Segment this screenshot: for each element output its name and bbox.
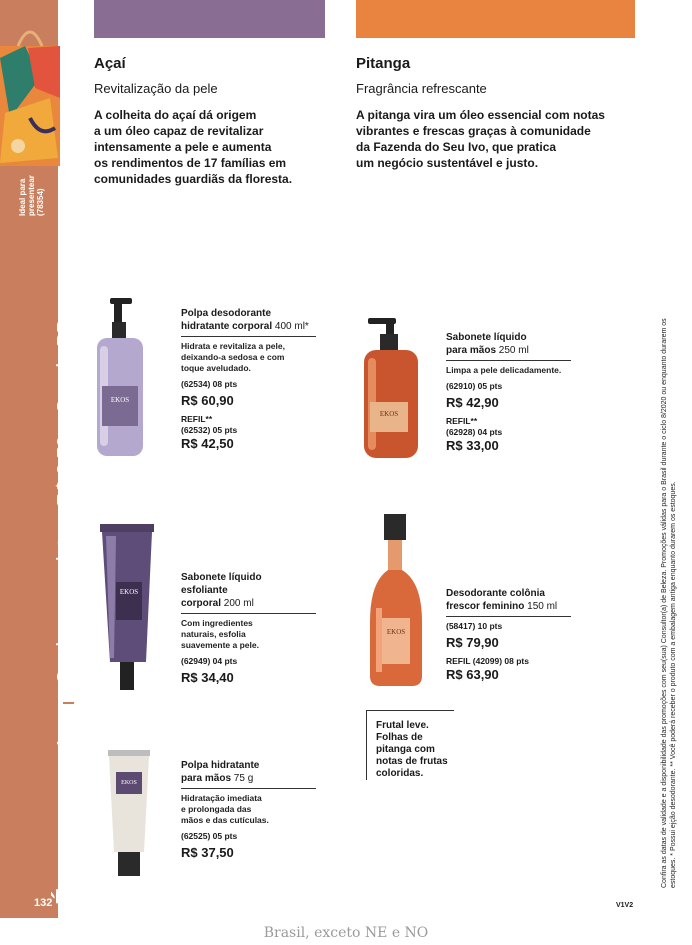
- callout-line: [366, 710, 454, 711]
- gift-bag-image: [0, 18, 60, 168]
- acai-color-bar: [94, 0, 325, 38]
- legal-disclaimer: Confira as datas de validade e a disponibilidade das promoções com seu(sua) Consultor(a) de Beleza. Promoções válidas para o Brasil durante o ciclo 8/2020 ou enquanto durarem os estoques. * Possui ejção desodorante. ** Você poderá receber o produto com a embalagem antiga enquanto durarem os estoques.: [661, 318, 677, 888]
- callout-line-text: Frutal leve.: [376, 720, 429, 731]
- description-line: toque aveludado.: [181, 363, 251, 373]
- pitanga-description: [356, 107, 605, 171]
- divider: [181, 788, 316, 789]
- divider: [446, 616, 571, 617]
- description-line: e prolongada das: [181, 804, 252, 814]
- product-description: [181, 618, 316, 651]
- refil-code: (62928) 04 pts: [446, 427, 503, 437]
- product-name-line: corporal: [181, 598, 222, 609]
- pitanga-description-line: um negócio sustentável e justo.: [356, 156, 539, 170]
- pitanga-title: Pitanga: [356, 55, 411, 72]
- pitanga-hand-soap-image: [356, 316, 428, 462]
- description-line: deixando-a sedosa e com: [181, 352, 285, 362]
- product-code: (62949) 04 pts: [181, 656, 238, 666]
- product-name-line: esfoliante: [181, 585, 228, 596]
- acai-description-line: A colheita do açaí dá origem: [94, 108, 257, 122]
- product-price: R$ 37,50: [181, 845, 234, 860]
- acai-description-line: intensamente a pele e aumenta: [94, 140, 272, 154]
- product-size: 200 ml: [221, 598, 254, 609]
- product-pitanga-hand-soap: [446, 331, 571, 453]
- product-size: 250 ml: [496, 345, 529, 356]
- refil-price: R$ 42,50: [181, 436, 234, 451]
- page-number: 132: [34, 897, 53, 909]
- svg-text:EKOS: EKOS: [121, 780, 137, 786]
- product-name-line: Sabonete líquido: [446, 332, 527, 343]
- product-size: 150 ml: [524, 601, 558, 612]
- promo-headline: É pra presente: [50, 724, 80, 905]
- product-price: R$ 60,90: [181, 393, 234, 408]
- product-name-line: para mãos: [181, 773, 232, 784]
- pitanga-description-line: da Fazenda do Seu Ivo, que pratica: [356, 140, 557, 154]
- product-pitanga-cologne: [446, 587, 571, 682]
- description-line: Hidratação imediata: [181, 793, 262, 803]
- product-name-line: para mãos: [446, 345, 497, 356]
- refil-price: R$ 33,00: [446, 438, 499, 453]
- product-name-line: Polpa desodorante: [181, 308, 272, 319]
- acai-description: [94, 107, 292, 187]
- description-line: mãos e das cutículas.: [181, 815, 269, 825]
- divider: [446, 360, 571, 361]
- product-code: (62525) 05 pts: [181, 831, 238, 841]
- product-name-line: frescor feminino: [446, 601, 525, 612]
- acai-description-line: comunidades guardiãs da floresta.: [94, 172, 293, 186]
- acai-body-lotion-image: [88, 294, 160, 464]
- svg-text:EKOS: EKOS: [110, 396, 130, 404]
- product-name-line: Polpa hidratante: [181, 760, 260, 771]
- refil-label: REFIL**: [181, 414, 213, 424]
- product-name-line: Desodorante colônia: [446, 588, 545, 599]
- callout-line-text: notas de frutas: [376, 756, 448, 767]
- svg-text:EKOS: EKOS: [386, 628, 406, 636]
- acai-description-line: a um óleo capaz de revitalizar: [94, 124, 264, 138]
- callout-text: [376, 720, 456, 780]
- pitanga-description-line: vibrantes e frescas graças à comunidade: [356, 124, 591, 138]
- callout-line-text: pitanga com: [376, 744, 435, 755]
- refil-price: R$ 63,90: [446, 667, 499, 682]
- promo-offer-price: R$ 2,50: [54, 435, 76, 506]
- gift-code-label: Ideal para presentear (78354): [18, 175, 45, 216]
- product-description: [181, 341, 316, 374]
- gift-promo-banner: [50, 320, 81, 905]
- svg-text:EKOS: EKOS: [379, 410, 399, 418]
- product-price: R$ 34,40: [181, 670, 234, 685]
- description-line: Com ingredientes: [181, 618, 253, 628]
- description-line: naturais, esfolia: [181, 629, 246, 639]
- refil-label: REFIL**: [446, 416, 478, 426]
- product-size: 75 g: [231, 773, 254, 784]
- product-acai-exfoliating-soap: [181, 571, 316, 685]
- acai-hand-cream-image: [104, 748, 154, 880]
- product-size: 400 ml*: [272, 321, 309, 332]
- product-code: (62910) 05 pts: [446, 381, 503, 391]
- callout-line-text: coloridas.: [376, 768, 424, 779]
- acai-exfoliating-soap-image: [96, 522, 160, 692]
- product-name-line: Sabonete líquido: [181, 572, 262, 583]
- product-acai-body-lotion: [181, 307, 316, 451]
- version-code: V1V2: [616, 902, 634, 909]
- pitanga-color-bar: [356, 0, 635, 38]
- acai-subtitle: Revitalização da pele: [94, 81, 218, 96]
- refil-code: REFIL (42099) 08 pts: [446, 656, 529, 666]
- product-code: (58417) 10 pts: [446, 621, 503, 631]
- refil-code: (62532) 05 pts: [181, 425, 238, 435]
- gift-icon: [57, 694, 75, 712]
- product-acai-hand-cream: [181, 759, 316, 860]
- product-description: [446, 365, 571, 376]
- promo-offer-suffix: = Sacola PP: [54, 319, 76, 436]
- product-price: R$ 42,90: [446, 395, 499, 410]
- description-line: Limpa a pele delicadamente.: [446, 365, 562, 375]
- product-price: R$ 79,90: [446, 635, 499, 650]
- callout-line-text: Folhas de: [376, 732, 423, 743]
- pitanga-subtitle: Fragrância refrescante: [356, 81, 487, 96]
- divider: [181, 336, 316, 337]
- product-description: [181, 793, 316, 826]
- region-footer: Brasil, exceto NE e NO: [263, 925, 429, 941]
- acai-title: Açaí: [94, 55, 126, 72]
- description-line: suavemente a pele.: [181, 640, 259, 650]
- pitanga-cologne-image: [366, 512, 426, 690]
- pitanga-description-line: A pitanga vira um óleo essencial com notas: [356, 108, 605, 122]
- divider: [181, 613, 316, 614]
- product-code: (62534) 08 pts: [181, 379, 238, 389]
- callout-line: [366, 710, 367, 780]
- svg-text:EKOS: EKOS: [119, 588, 139, 596]
- promo-offer-prefix: Qualquer produto +: [54, 505, 76, 685]
- acai-description-line: os rendimentos de 17 famílias em: [94, 156, 287, 170]
- description-line: Hidrata e revitaliza a pele,: [181, 341, 285, 351]
- product-name-line: hidratante corporal: [181, 321, 273, 332]
